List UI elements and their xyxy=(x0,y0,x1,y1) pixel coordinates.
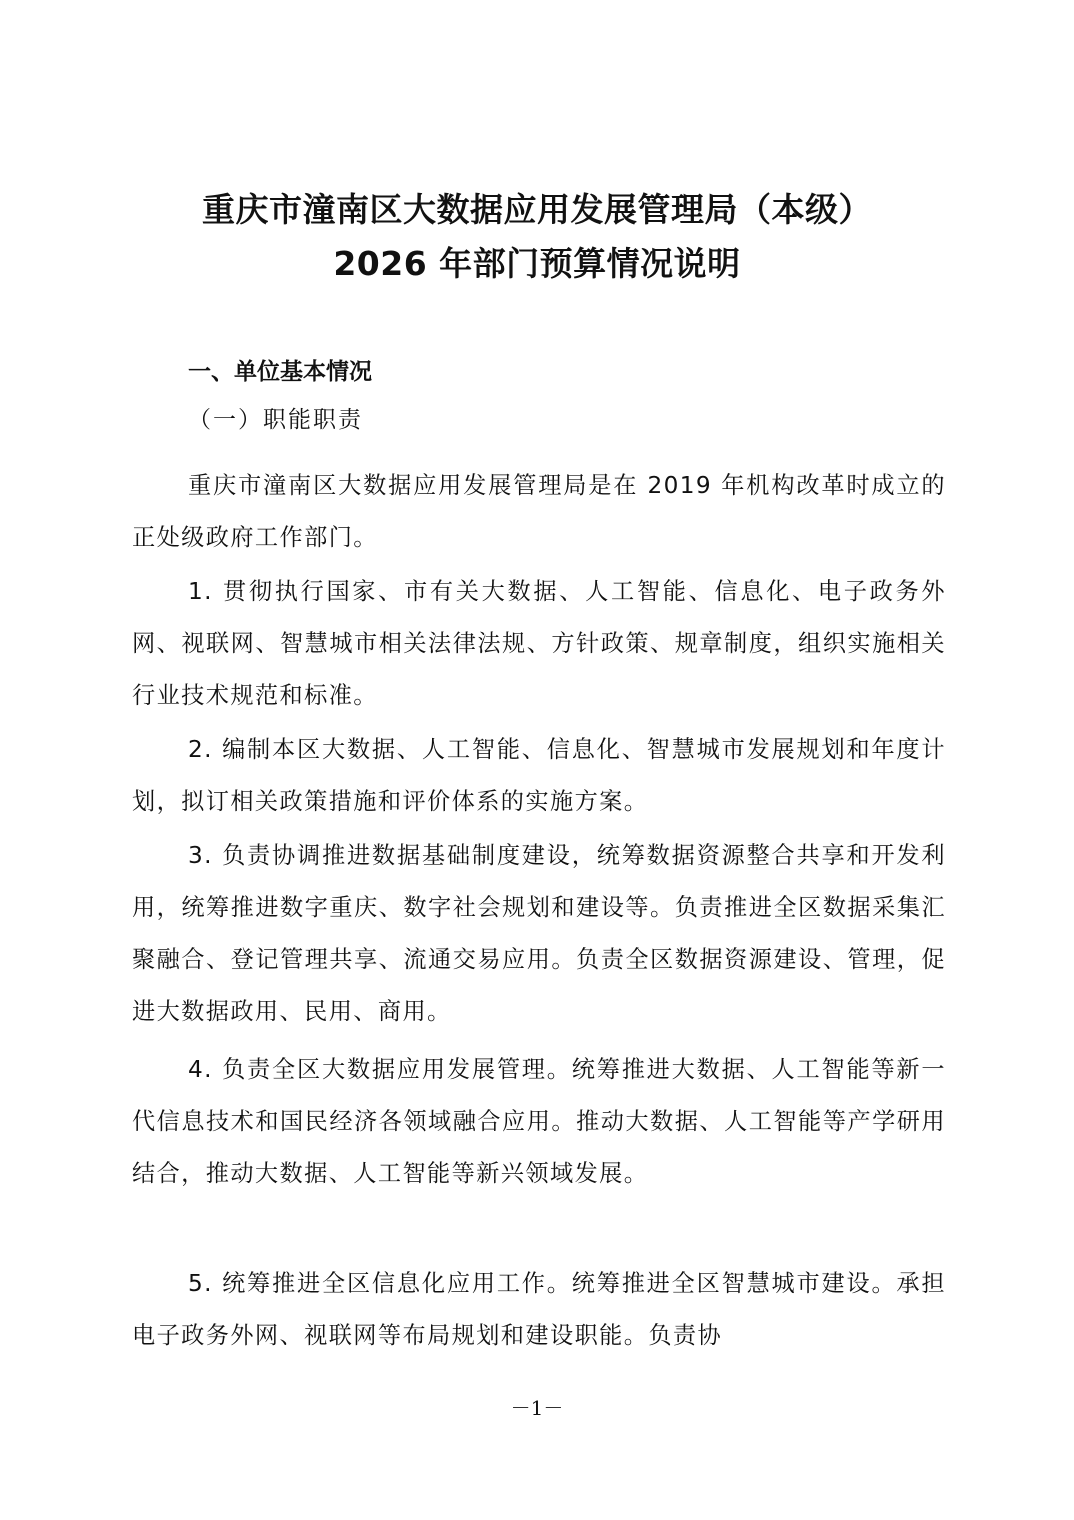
paragraph-item-5: 5. 统筹推进全区信息化应用工作。统筹推进全区智慧城市建设。承担电子政务外网、视联网等布局规划和建设职能。负责协 xyxy=(132,1270,946,1349)
paragraph-item-2: 2. 编制本区大数据、人工智能、信息化、智慧城市发展规划和年度计划，拟订相关政策措施和评价体系的实施方案。 xyxy=(132,736,946,815)
document-title-line-2: 2026 年部门预算情况说明 xyxy=(333,244,741,283)
paragraph-item-3: 3. 负责协调推进数据基础制度建设，统筹数据资源整合共享和开发利用，统筹推进数字重庆、数字社会规划和建设等。负责推进全区数据采集汇聚融合、登记管理共享、流通交易应用。负责全区数据资源建设、管理，促进大数据政用、民用、商用。 xyxy=(132,842,946,1025)
page-number: －1－ xyxy=(510,1396,564,1420)
document-title-line-1: 重庆市潼南区大数据应用发展管理局（本级） xyxy=(202,190,872,229)
paragraph-intro: 重庆市潼南区大数据应用发展管理局是在 2019 年机构改革时成立的正处级政府工作部门。 xyxy=(132,472,946,551)
subsection-heading: （一）职能职责 xyxy=(188,407,363,433)
paragraph-item-1: 1. 贯彻执行国家、市有关大数据、人工智能、信息化、电子政务外网、视联网、智慧城市相关法律法规、方针政策、规章制度，组织实施相关行业技术规范和标准。 xyxy=(132,578,946,709)
section-heading: 一、单位基本情况 xyxy=(188,359,372,385)
paragraph-item-4: 4. 负责全区大数据应用发展管理。统筹推进大数据、人工智能等新一代信息技术和国民经济各领域融合应用。推动大数据、人工智能等产学研用结合，推动大数据、人工智能等新兴领域发展。 xyxy=(132,1056,946,1187)
